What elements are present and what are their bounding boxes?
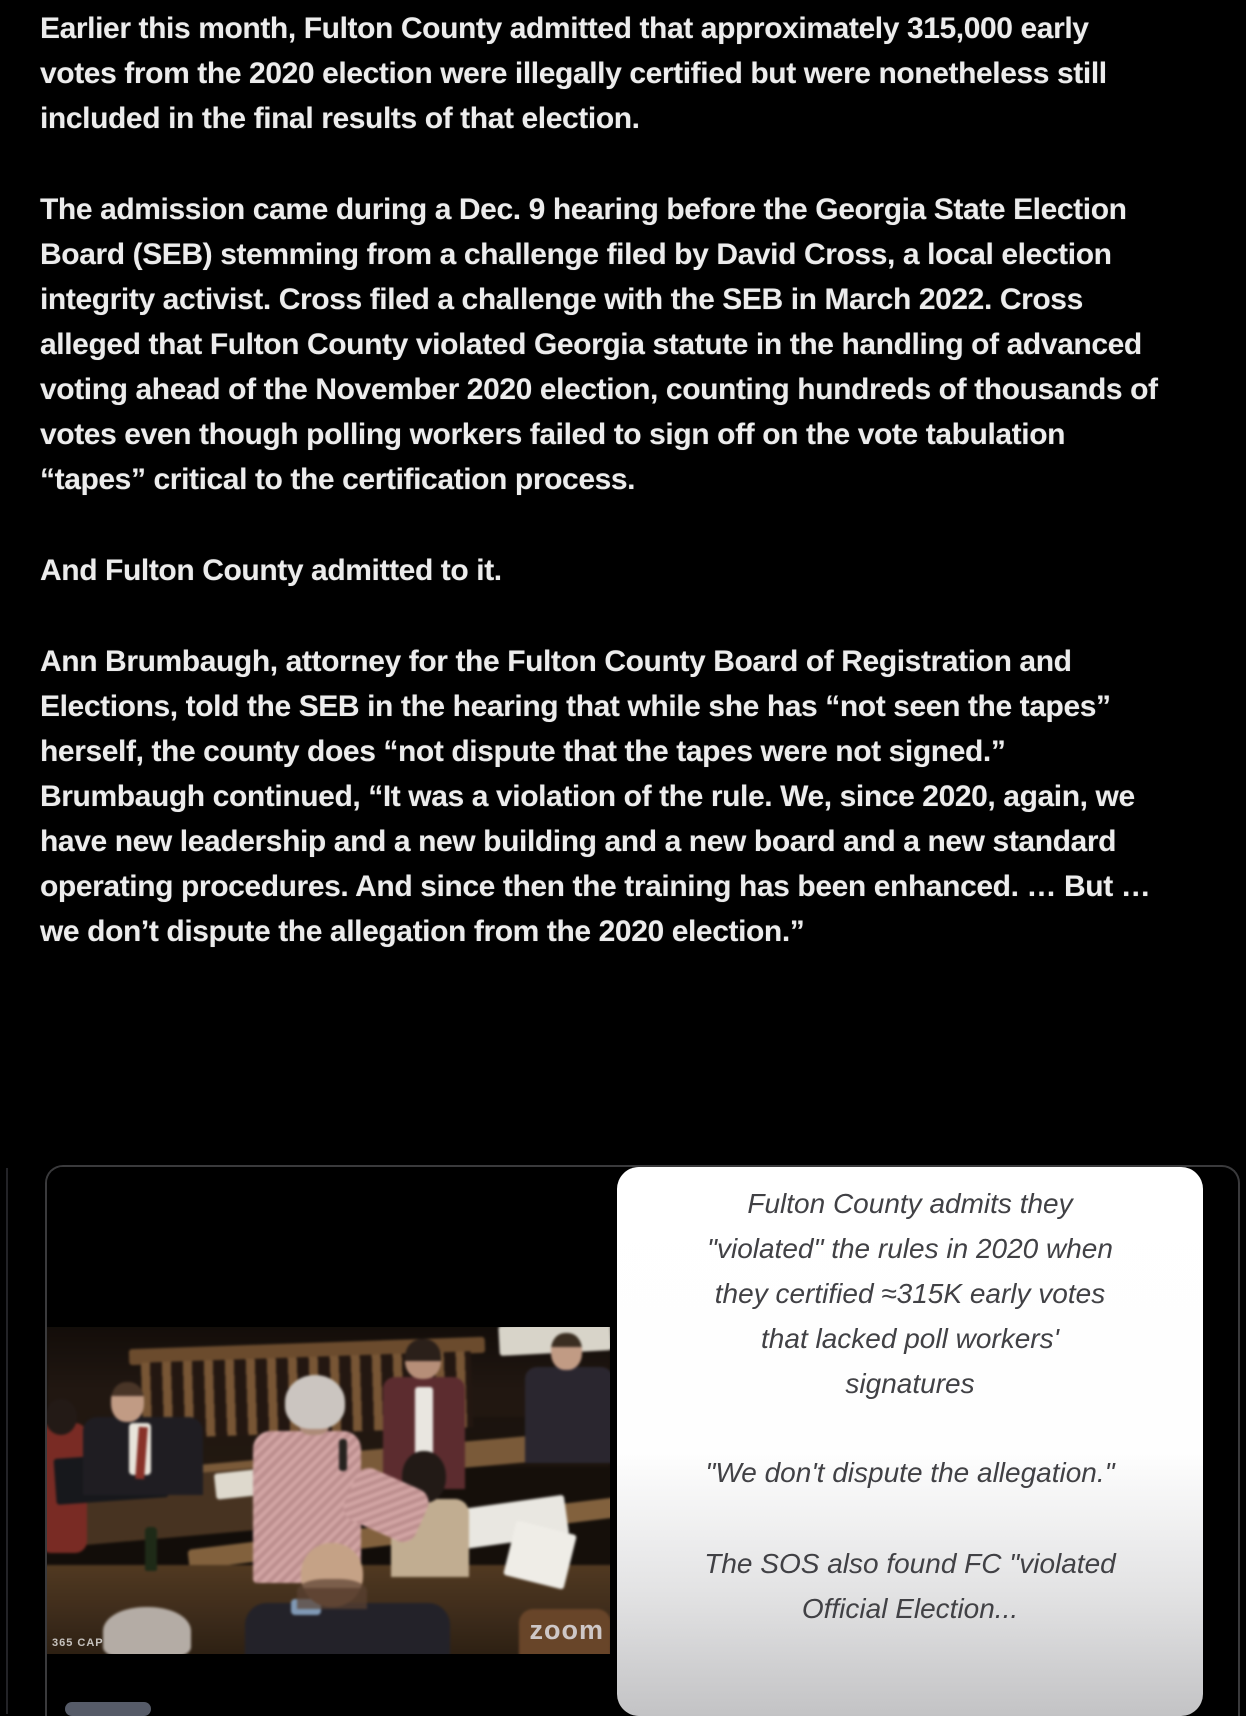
bottle: [145, 1527, 157, 1571]
station-watermark: 365 CAP: [52, 1637, 104, 1649]
hearing-video-frame: [47, 1327, 610, 1654]
gray-haired-head-bottom-left: [103, 1607, 191, 1654]
right-man-jacket: [525, 1367, 610, 1463]
caption-sos-text: The SOS also found FC "violated Official Election...: [704, 1548, 1116, 1624]
caption-panel-inner: [617, 1167, 1203, 1631]
microphone: [339, 1439, 347, 1471]
caption-quote-text: "We don't dispute the allegation.": [705, 1457, 1115, 1488]
seated-man-head: [111, 1382, 144, 1422]
right-man-head: [551, 1333, 582, 1370]
video-still[interactable]: [47, 1167, 612, 1716]
speaker-gray-hair: [285, 1375, 345, 1429]
embedded-media-card[interactable]: [45, 1165, 1240, 1716]
caption-claim-text: Fulton County admits they "violated" the rules in 2020 when they certified ≈315K early votes that lacked poll workers' signatures: [707, 1188, 1113, 1399]
foreground-man-sweater: [245, 1603, 450, 1654]
paragraph-2: The admission came during a Dec. 9 hearing before the Georgia State Election Board (SEB) stemming from a challenge filed by David Cross, a local election integrity activist. Cross filed a challenge with the SEB in March 2022. Cross alleged that Fulton County violated Georgia statute in the handling of advanced voting ahead of the November 2020 election, counting hundreds of thousands of votes even though polling workers failed to sign off on the vote tabulation “tapes” critical to the certification process.: [40, 193, 1158, 496]
left-edge-line: [6, 1168, 8, 1714]
paragraph-4: Ann Brumbaugh, attorney for the Fulton County Board of Registration and Elections, told the SEB in the hearing that while she has “not seen the tapes” herself, the county does “not dispute that the tapes were not signed.” Brumbaugh continued, “It was a violation of the rule. We, since 2020, again, we have new leadership and a new building and a new board and a new standard operating procedures. And since then the training has been enhanced. … But … we don’t dispute the allegation from the 2020 election.”: [40, 645, 1151, 948]
paragraph-1: Earlier this month, Fulton County admitted that approximately 315,000 early votes from the 2020 election were illegally certified but were nonetheless still included in the final results of that election.: [40, 12, 1107, 135]
zoom-watermark: zoom: [529, 1615, 604, 1645]
hearing-room-scene: [47, 1327, 610, 1654]
paragraph-3: And Fulton County admitted to it.: [40, 554, 502, 587]
article-text: [40, 6, 1168, 1000]
caption-panel: [617, 1167, 1203, 1716]
standing-woman-head: [405, 1339, 441, 1379]
foreground-man-hair: [297, 1579, 367, 1609]
